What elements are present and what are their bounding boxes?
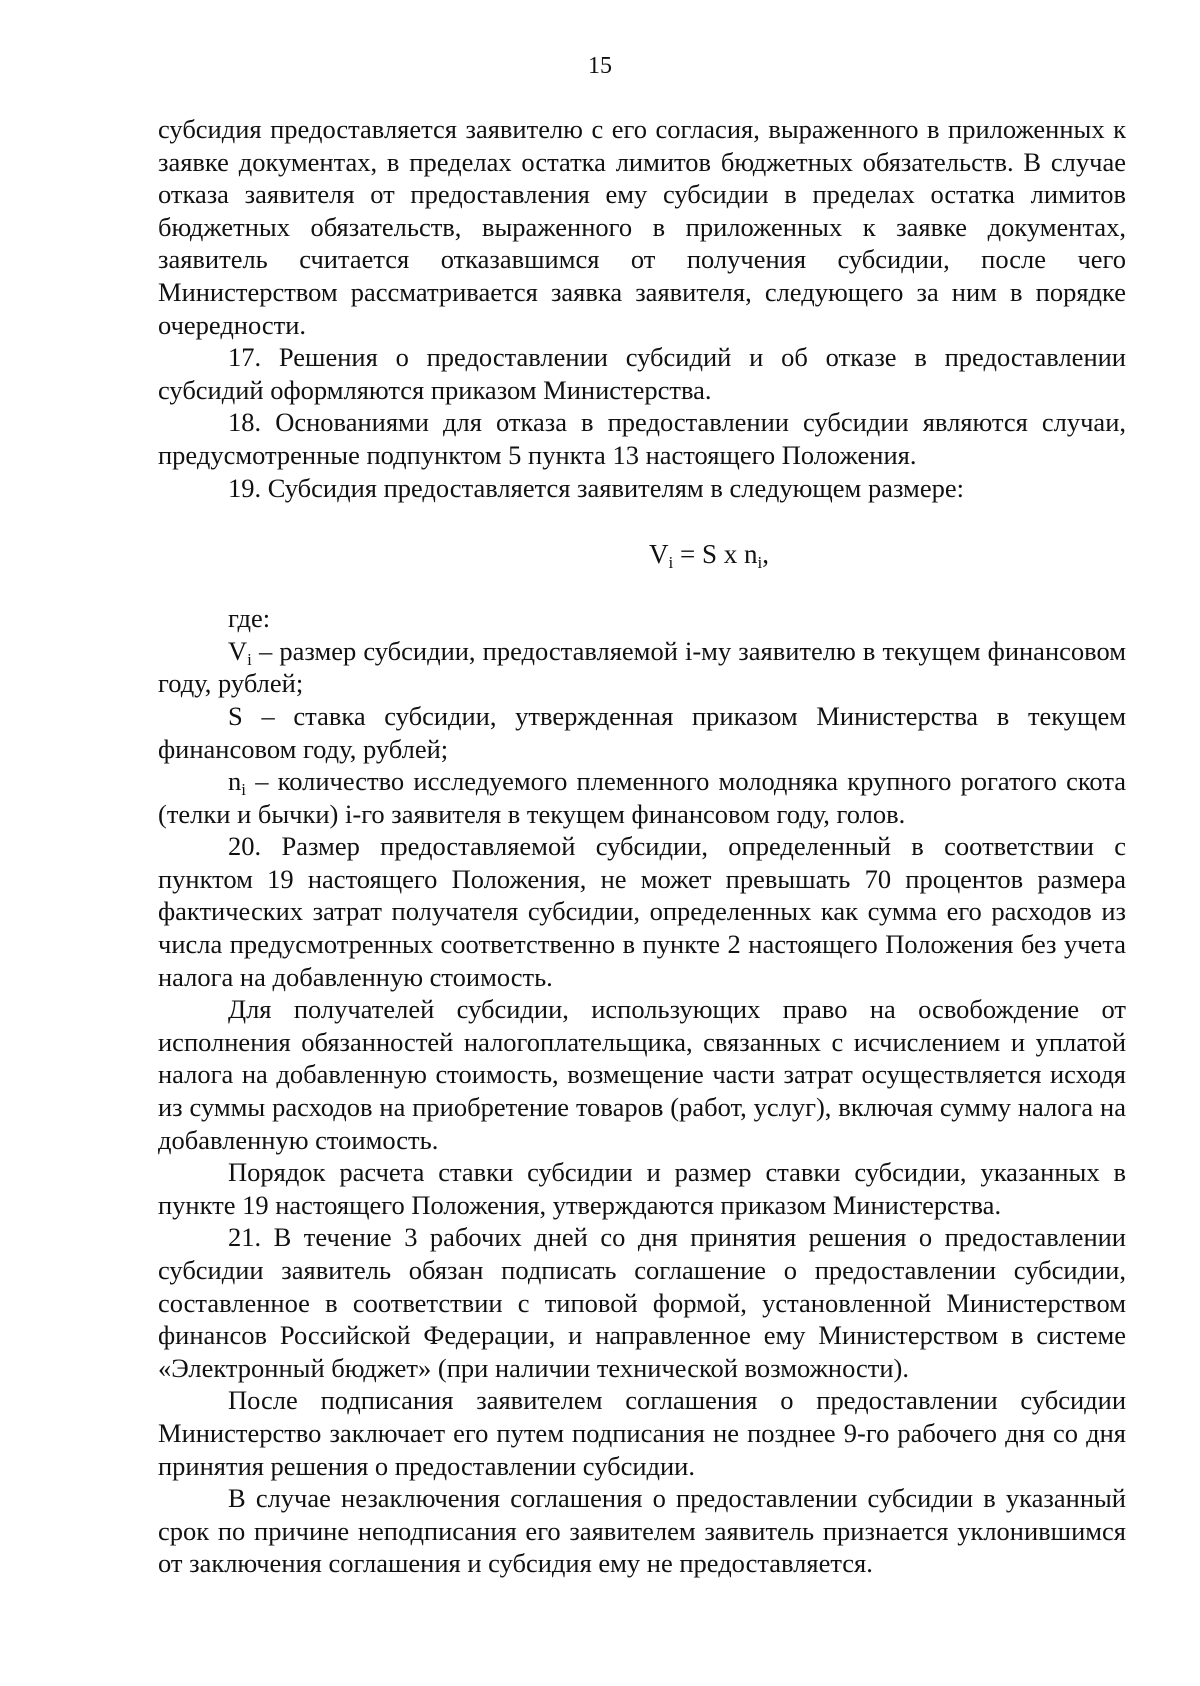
where-label: где: — [228, 603, 271, 634]
paragraph-item-18: 18. Основаниями для отказа в предоставлении субсидии являются случаи, предусмотренные подпунктом 5 пункта 13 настоящего Положения. — [158, 407, 1126, 470]
page-number: 15 — [588, 53, 612, 79]
document-body — [158, 113, 1126, 1580]
definition-text: – ставка субсидии, утвержденная приказом Министерства в текущем финансовом году, рублей; — [158, 700, 1126, 764]
paragraph-vat-exempt: Для получателей субсидии, использующих право на освобождение от исполнения обязанностей налогоплательщика, связанных с исчислением и уплатой налога на добавленную стоимость, возмещение части затрат осуществляется исходя из суммы расходов на приобретение товаров (работ, услуг), включая сумму налога на добавленную стоимость. — [158, 994, 1126, 1155]
paragraph-rate-order: Порядок расчета ставки субсидии и размер ставки субсидии, указанных в пункте 19 настоящего Положения, утверждаются приказом Министерства. — [158, 1157, 1126, 1220]
definition-symbol: V — [228, 635, 248, 666]
formula-v: V — [649, 539, 669, 570]
definition-text: – количество исследуемого племенного молодняка крупного рогатого скота (телки и бычки) i-го заявителя в текущем финансовом году, голов. — [158, 766, 1126, 829]
paragraph-item-19: 19. Субсидия предоставляется заявителям в следующем размере: — [228, 472, 964, 503]
paragraph-non-conclusion: В случае незаключения соглашения о предоставлении субсидии в указанный срок по причине неподписания его заявителем заявитель признается уклонившимся от заключения соглашения и субсидия ему не предоставляется. — [158, 1483, 1126, 1579]
definition-text: – размер субсидии, предоставляемой i-му заявителю в текущем финансовом году, рублей; — [158, 635, 1126, 699]
definition-vi — [158, 635, 1126, 700]
paragraph-item-21: 21. В течение 3 рабочих дней со дня принятия решения о предоставлении субсидии заявитель обязан подписать соглашение о предоставлении субсидии, составленное в соответствии с типовой формой, установленной Министерством финансов Российской Федерации, и направленное ему Министерством в системе «Электронный бюджет» (при наличии технической возможности). — [158, 1222, 1126, 1383]
subsidy-formula — [158, 536, 1126, 572]
formula-middle: = S x n — [673, 539, 758, 570]
definition-symbol: S — [228, 700, 243, 731]
formula-v-subscript: i — [668, 553, 674, 573]
definition-subscript: i — [247, 649, 252, 669]
paragraph-item-17: 17. Решения о предоставлении субсидий и об отказе в предоставлении субсидий оформляются приказом Министерства. — [158, 342, 1126, 405]
definition-symbol: n — [228, 766, 242, 797]
definition-ni — [158, 765, 1126, 830]
definition-subscript: i — [241, 780, 246, 800]
paragraph-agreement-signing: После подписания заявителем соглашения о предоставлении субсидии Министерство заключает его путем подписания не позднее 9-го рабочего дня со дня принятия решения о предоставлении субсидии. — [158, 1385, 1126, 1481]
definition-s — [158, 700, 1126, 765]
formula-end: , — [762, 539, 769, 570]
paragraph-item-20: 20. Размер предоставляемой субсидии, определенный в соответствии с пунктом 19 настоящего Положения, не может превышать 70 процентов размера фактических затрат получателя субсидии, определенных как сумма его расходов из числа предусмотренных соответственно в пункте 2 настоящего Положения без учета налога на добавленную стоимость. — [158, 831, 1126, 992]
formula-n-subscript: i — [757, 553, 763, 573]
paragraph-continuation: субсидия предоставляется заявителю с его согласия, выраженного в приложенных к заявке документах, в пределах остатка лимитов бюджетных обязательств. В случае отказа заявителя от предоставления ему субсидии в пределах остатка лимитов бюджетных обязательств, выраженного в приложенных к заявке документах, заявитель считается отказавшимся от получения субсидии, после чего Министерством рассматривается заявка заявителя, следующего за ним в порядке очередности. — [158, 114, 1126, 340]
